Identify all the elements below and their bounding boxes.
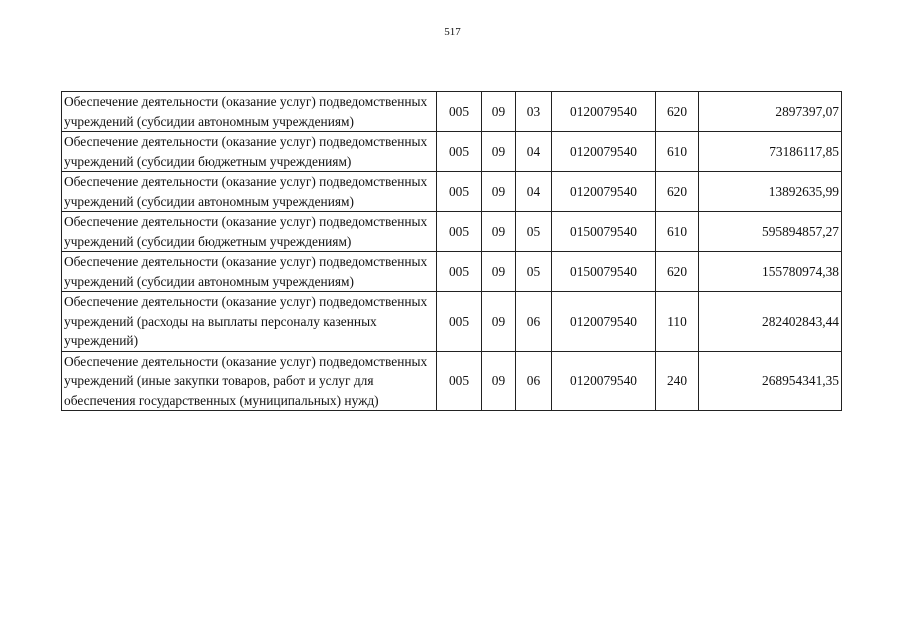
row-grbs: 005 — [437, 212, 482, 252]
row-target-article: 0120079540 — [552, 132, 656, 172]
row-amount: 155780974,38 — [699, 252, 842, 292]
row-expense-type: 240 — [656, 351, 699, 411]
row-subsection: 05 — [516, 212, 552, 252]
row-amount: 595894857,27 — [699, 212, 842, 252]
row-description: Обеспечение деятельности (оказание услуг) подведомственных учреждений (расходы на выплаты персоналу казенных учреждений) — [62, 292, 437, 352]
page-number: 517 — [444, 26, 461, 38]
row-description: Обеспечение деятельности (оказание услуг) подведомственных учреждений (субсидии бюджетным учреждениям) — [62, 212, 437, 252]
table-row — [62, 351, 842, 411]
row-section: 09 — [482, 132, 516, 172]
row-subsection: 04 — [516, 172, 552, 212]
row-expense-type: 620 — [656, 172, 699, 212]
row-section: 09 — [482, 252, 516, 292]
row-expense-type: 110 — [656, 292, 699, 352]
row-expense-type: 610 — [656, 132, 699, 172]
table-row — [62, 212, 842, 252]
row-description: Обеспечение деятельности (оказание услуг) подведомственных учреждений (субсидии автономным учреждениям) — [62, 92, 437, 132]
row-target-article: 0120079540 — [552, 351, 656, 411]
row-expense-type: 620 — [656, 252, 699, 292]
row-subsection: 04 — [516, 132, 552, 172]
budget-table — [61, 91, 842, 411]
row-description: Обеспечение деятельности (оказание услуг) подведомственных учреждений (субсидии автономным учреждениям) — [62, 172, 437, 212]
row-section: 09 — [482, 92, 516, 132]
row-amount: 2897397,07 — [699, 92, 842, 132]
row-section: 09 — [482, 172, 516, 212]
row-amount: 73186117,85 — [699, 132, 842, 172]
row-target-article: 0150079540 — [552, 212, 656, 252]
row-subsection: 06 — [516, 351, 552, 411]
row-target-article: 0120079540 — [552, 172, 656, 212]
table-row — [62, 132, 842, 172]
row-grbs: 005 — [437, 132, 482, 172]
table-row — [62, 252, 842, 292]
row-grbs: 005 — [437, 351, 482, 411]
row-amount: 13892635,99 — [699, 172, 842, 212]
row-expense-type: 620 — [656, 92, 699, 132]
row-grbs: 005 — [437, 252, 482, 292]
row-description: Обеспечение деятельности (оказание услуг) подведомственных учреждений (субсидии бюджетным учреждениям) — [62, 132, 437, 172]
row-subsection: 06 — [516, 292, 552, 352]
row-target-article: 0120079540 — [552, 92, 656, 132]
row-target-article: 0150079540 — [552, 252, 656, 292]
table-row — [62, 172, 842, 212]
row-section: 09 — [482, 292, 516, 352]
row-amount: 282402843,44 — [699, 292, 842, 352]
row-target-article: 0120079540 — [552, 292, 656, 352]
row-section: 09 — [482, 351, 516, 411]
row-amount: 268954341,35 — [699, 351, 842, 411]
table-row — [62, 292, 842, 352]
row-grbs: 005 — [437, 92, 482, 132]
row-grbs: 005 — [437, 172, 482, 212]
row-description: Обеспечение деятельности (оказание услуг) подведомственных учреждений (субсидии автономным учреждениям) — [62, 252, 437, 292]
row-grbs: 005 — [437, 292, 482, 352]
row-description: Обеспечение деятельности (оказание услуг) подведомственных учреждений (иные закупки товаров, работ и услуг для обеспечения государственных (муниципальных) нужд) — [62, 351, 437, 411]
row-expense-type: 610 — [656, 212, 699, 252]
table-row — [62, 92, 842, 132]
row-subsection: 05 — [516, 252, 552, 292]
row-section: 09 — [482, 212, 516, 252]
row-subsection: 03 — [516, 92, 552, 132]
